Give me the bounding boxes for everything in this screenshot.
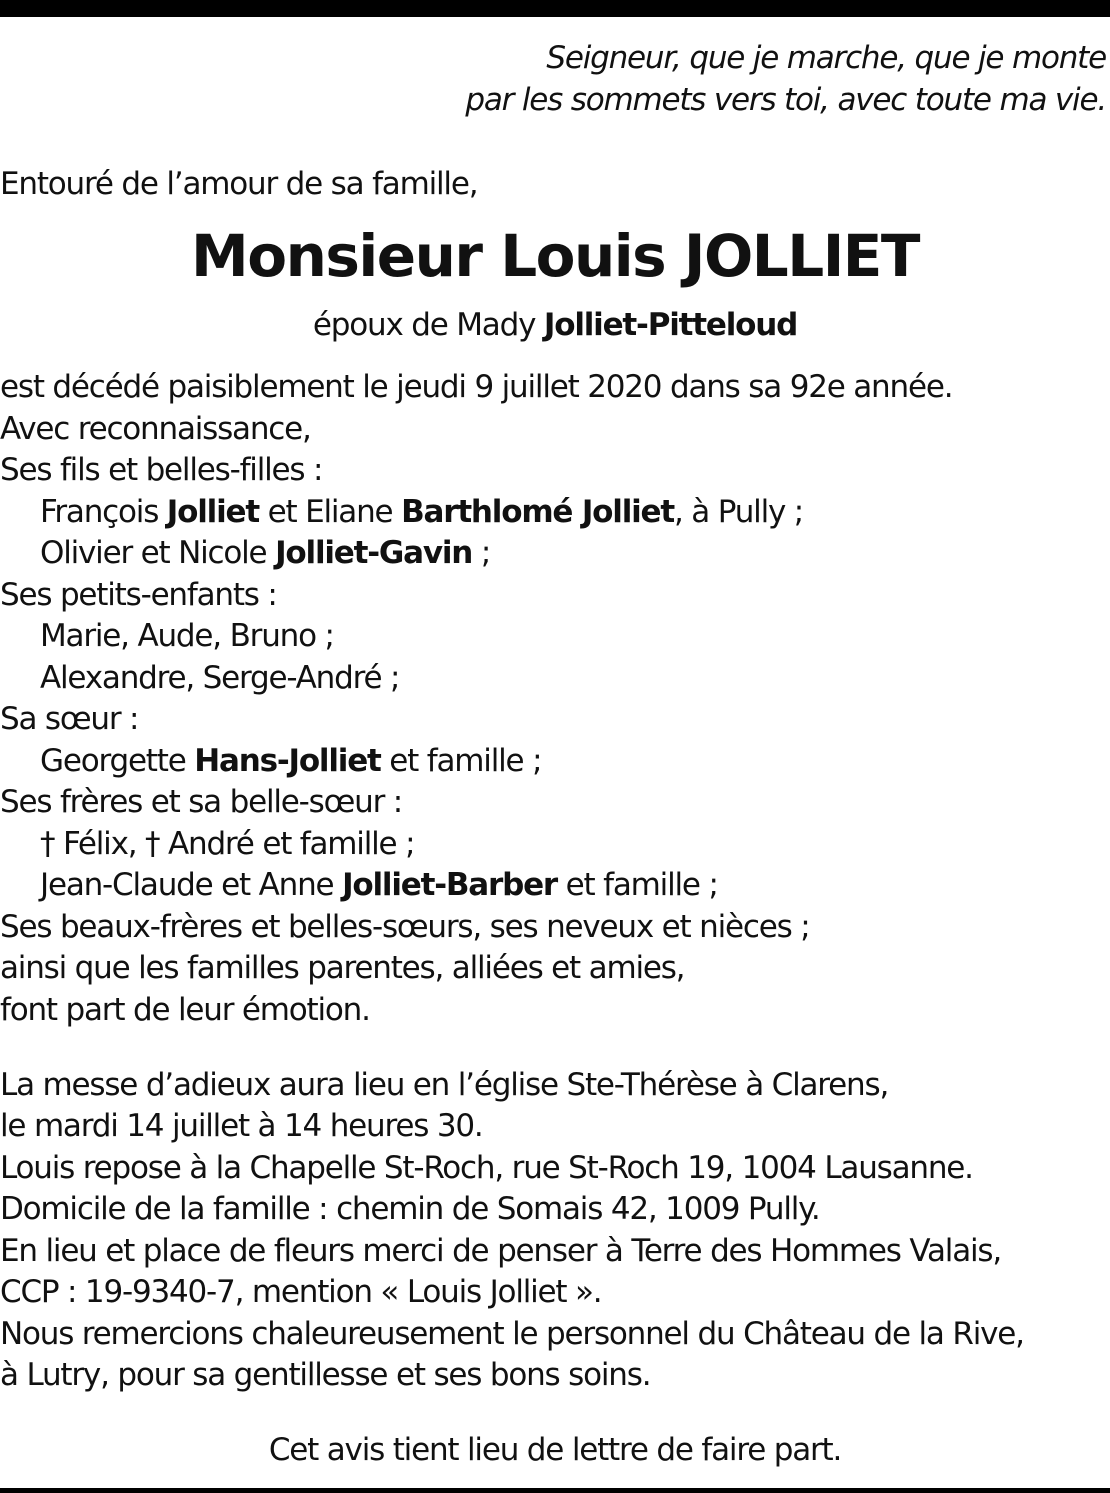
grandchildren-heading: Ses petits-enfants : — [0, 577, 277, 613]
brothers-heading: Ses frères et sa belle-sœur : — [0, 784, 403, 820]
sister-line-part: Georgette — [40, 743, 195, 779]
brothers-line-2 — [40, 866, 718, 904]
brothers-line-2-part: et famille ; — [557, 867, 718, 903]
details-line-7: Nous remercions chaleureusement le personnel du Château de la Rive, — [0, 1316, 1024, 1352]
intro-line: Entouré de l’amour de sa famille, — [0, 166, 478, 202]
sons-line-1-surname: Barthlomé Jolliet — [401, 494, 674, 530]
sons-line-2-surname: Jolliet-Gavin — [275, 535, 473, 571]
details-line-4: Domicile de la famille : chemin de Somais 42, 1009 Pully. — [0, 1191, 820, 1227]
relatives-line-3: font part de leur émotion. — [0, 992, 370, 1028]
sister-line — [40, 742, 541, 780]
bottom-rule — [0, 1488, 1110, 1493]
brothers-line-2-surname: Jolliet-Barber — [342, 867, 558, 903]
sister-surname: Hans-Jolliet — [194, 743, 381, 779]
sons-line-1-part: , à Pully ; — [674, 494, 804, 530]
sons-line-1-part: François — [40, 494, 167, 530]
verse-line-2: par les sommets vers toi, avec toute ma vie. — [465, 82, 1106, 118]
top-rule — [0, 0, 1110, 17]
brothers-line-2-part: Jean-Claude et Anne — [40, 867, 343, 903]
sons-line-2 — [40, 534, 490, 572]
sons-line-2-part: ; — [472, 535, 491, 571]
relatives-line-2: ainsi que les familles parentes, alliées et amies, — [0, 950, 685, 986]
deceased-name: Monsieur Louis JOLLIET — [191, 222, 919, 290]
details-line-3: Louis repose à la Chapelle St-Roch, rue St-Roch 19, 1004 Lausanne. — [0, 1150, 973, 1186]
sister-line-part: et famille ; — [380, 743, 542, 779]
grandchildren-line-1: Marie, Aude, Bruno ; — [40, 618, 334, 654]
sons-line-1 — [40, 493, 803, 531]
sons-line-1-surname: Jolliet — [166, 494, 259, 530]
deceased-line: est décédé paisiblement le jeudi 9 juillet 2020 dans sa 92e année. — [0, 369, 953, 405]
sons-line-1-part: et Eliane — [258, 494, 402, 530]
sons-line-2-part: Olivier et Nicole — [40, 535, 276, 571]
sons-heading: Ses fils et belles-filles : — [0, 452, 323, 488]
details-line-8: à Lutry, pour sa gentillesse et ses bons soins. — [0, 1357, 651, 1393]
closing-line: Cet avis tient lieu de lettre de faire part. — [268, 1432, 842, 1468]
spouse-prefix: époux de Mady — [312, 307, 544, 343]
sister-heading: Sa sœur : — [0, 701, 139, 737]
spouse-line — [0, 305, 1110, 345]
details-line-1: La messe d’adieux aura lieu en l’église Ste-Thérèse à Clarens, — [0, 1067, 889, 1103]
details-line-6: CCP : 19-9340-7, mention « Louis Jolliet ». — [0, 1274, 602, 1310]
brothers-line-1: † Félix, † André et famille ; — [40, 826, 415, 862]
details-line-5: En lieu et place de fleurs merci de penser à Terre des Hommes Valais, — [0, 1233, 1002, 1269]
verse-line-1: Seigneur, que je marche, que je monte — [546, 40, 1106, 76]
gratitude-line: Avec reconnaissance, — [0, 411, 311, 447]
grandchildren-line-2: Alexandre, Serge-André ; — [40, 660, 400, 696]
details-line-2: le mardi 14 juillet à 14 heures 30. — [0, 1108, 483, 1144]
spouse-name: Jolliet-Pitteloud — [543, 307, 798, 343]
relatives-line-1: Ses beaux-frères et belles-sœurs, ses neveux et nièces ; — [0, 909, 810, 945]
